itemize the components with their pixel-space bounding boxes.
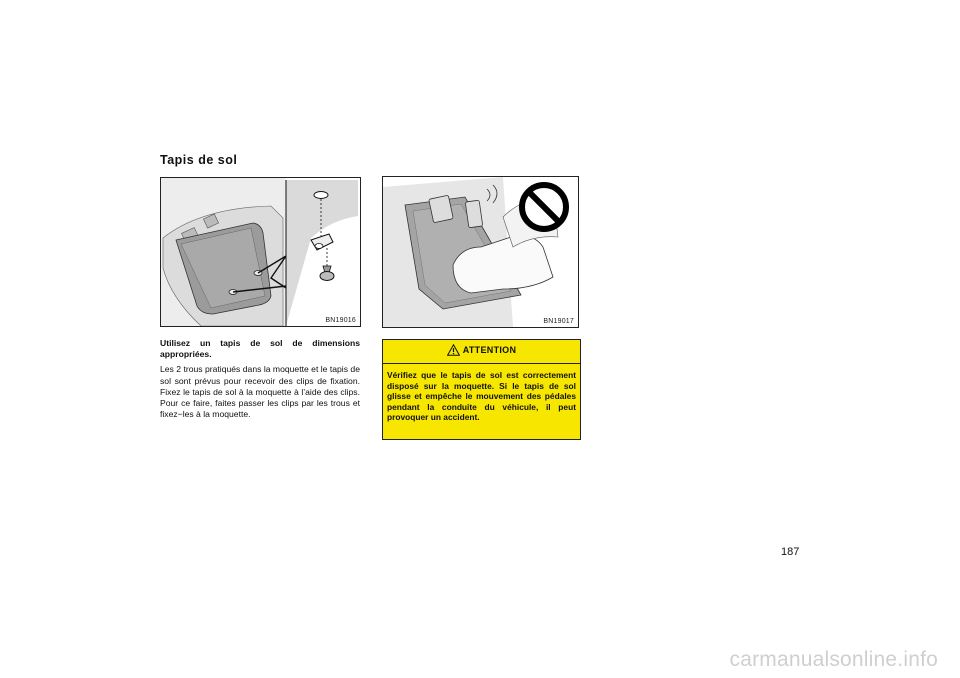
figure-code-left: BN19016 — [325, 317, 356, 324]
instructions-text — [160, 338, 360, 424]
floor-mat-drawing — [161, 178, 360, 326]
pedal-obstruction-drawing — [383, 177, 578, 327]
warning-header — [383, 344, 580, 358]
floor-mat-clip-illustration — [160, 177, 361, 327]
section-title: Tapis de sol — [160, 153, 238, 167]
pedal-obstruction-illustration — [382, 176, 579, 328]
warning-divider — [383, 363, 580, 364]
attention-warning-box — [382, 339, 581, 440]
warning-text: Vérifiez que le tapis de sol est correctement disposé sur la moquette. Si le tapis de sol glisse et empêche le mouvement des pédales pendant la conduite du véhicule, il peut provoquer un accident. — [387, 370, 576, 423]
warning-triangle-icon — [447, 344, 460, 358]
figure-code-right: BN19017 — [543, 318, 574, 325]
page-number: 187 — [781, 546, 800, 558]
watermark: carmanualsonline.info — [729, 648, 938, 671]
instructions-lead: Utilisez un tapis de sol de dimensions appropriées. — [160, 338, 360, 360]
instructions-paragraph: Les 2 trous pratiqués dans la moquette et le tapis de sol sont prévus pour recevoir des clips de fixation. Fixez le tapis de sol à la moquette à l’aide des clips. Pour ce faire, faites passer les clips par les trous et fixez−les à la moquette. — [160, 364, 360, 420]
warning-title: ATTENTION — [462, 345, 517, 355]
